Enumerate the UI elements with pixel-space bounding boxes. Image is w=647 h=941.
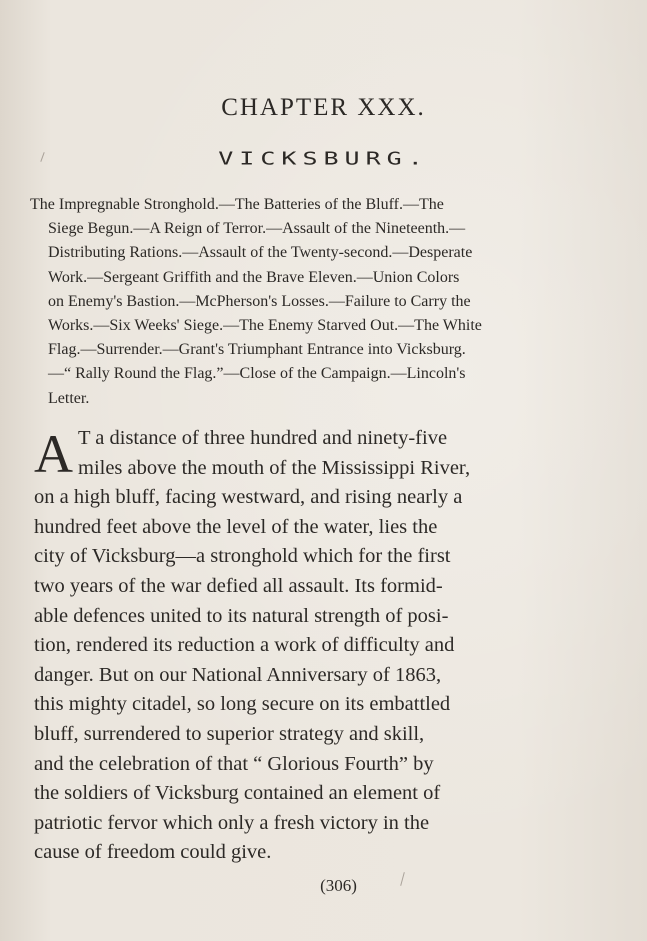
body-line: hundred feet above the level of the water, lies the: [34, 515, 438, 538]
synopsis-line: Distributing Rations.—Assault of the Twenty-second.—Desperate: [48, 244, 473, 262]
body-line: cause of freedom could give.: [34, 841, 272, 864]
synopsis-line: Letter.: [48, 389, 90, 407]
chapter-title: CHAPTER XXX.: [221, 94, 426, 121]
body-line: city of Vicksburg—a stronghold which for the first: [34, 545, 451, 568]
body-line: miles above the mouth of the Mississippi River,: [78, 456, 471, 479]
body-line: tion, rendered its reduction a work of difficulty and: [34, 634, 455, 657]
body-line: able defences united to its natural strength of posi-: [34, 604, 449, 627]
synopsis-line: Works.—Six Weeks' Siege.—The Enemy Starved Out.—The White: [48, 317, 482, 335]
body-line: T a distance of three hundred and ninety-five: [78, 427, 448, 449]
synopsis-line: Work.—Sergeant Griffith and the Brave Eleven.—Union Colors: [48, 268, 460, 286]
body-line: bluff, surrendered to superior strategy and skill,: [34, 722, 425, 745]
body-line: this mighty citadel, so long secure on its embattled: [34, 693, 451, 716]
body-line: danger. But on our National Anniversary of 1863,: [34, 663, 442, 686]
synopsis-line: on Enemy's Bastion.—McPherson's Losses.—Failure to Carry the: [48, 292, 471, 310]
synopsis-line: —“ Rally Round the Flag.”—Close of the Campaign.—Lincoln's: [48, 365, 466, 383]
body-line: patriotic fervor which only a fresh victory in the: [34, 811, 430, 834]
running-title: VICKSBURG.: [218, 148, 429, 169]
body-line: the soldiers of Vicksburg contained an element of: [34, 782, 441, 805]
drop-cap: A: [34, 424, 73, 484]
page-number: (306): [320, 876, 357, 895]
body-line: and the celebration of that “ Glorious Fourth” by: [34, 752, 434, 775]
body-line: two years of the war defied all assault. Its formid-: [34, 574, 443, 597]
synopsis-line: The Impregnable Stronghold.—The Batteries of the Bluff.—The: [30, 196, 444, 213]
body-line: on a high bluff, facing westward, and rising nearly a: [34, 486, 463, 509]
synopsis-line: Flag.—Surrender.—Grant's Triumphant Entrance into Vicksburg.: [48, 341, 466, 359]
synopsis-line: Siege Begun.—A Reign of Terror.—Assault of the Nineteenth.—: [48, 220, 466, 238]
body-paragraph: [34, 424, 597, 868]
chapter-synopsis: [30, 193, 590, 411]
